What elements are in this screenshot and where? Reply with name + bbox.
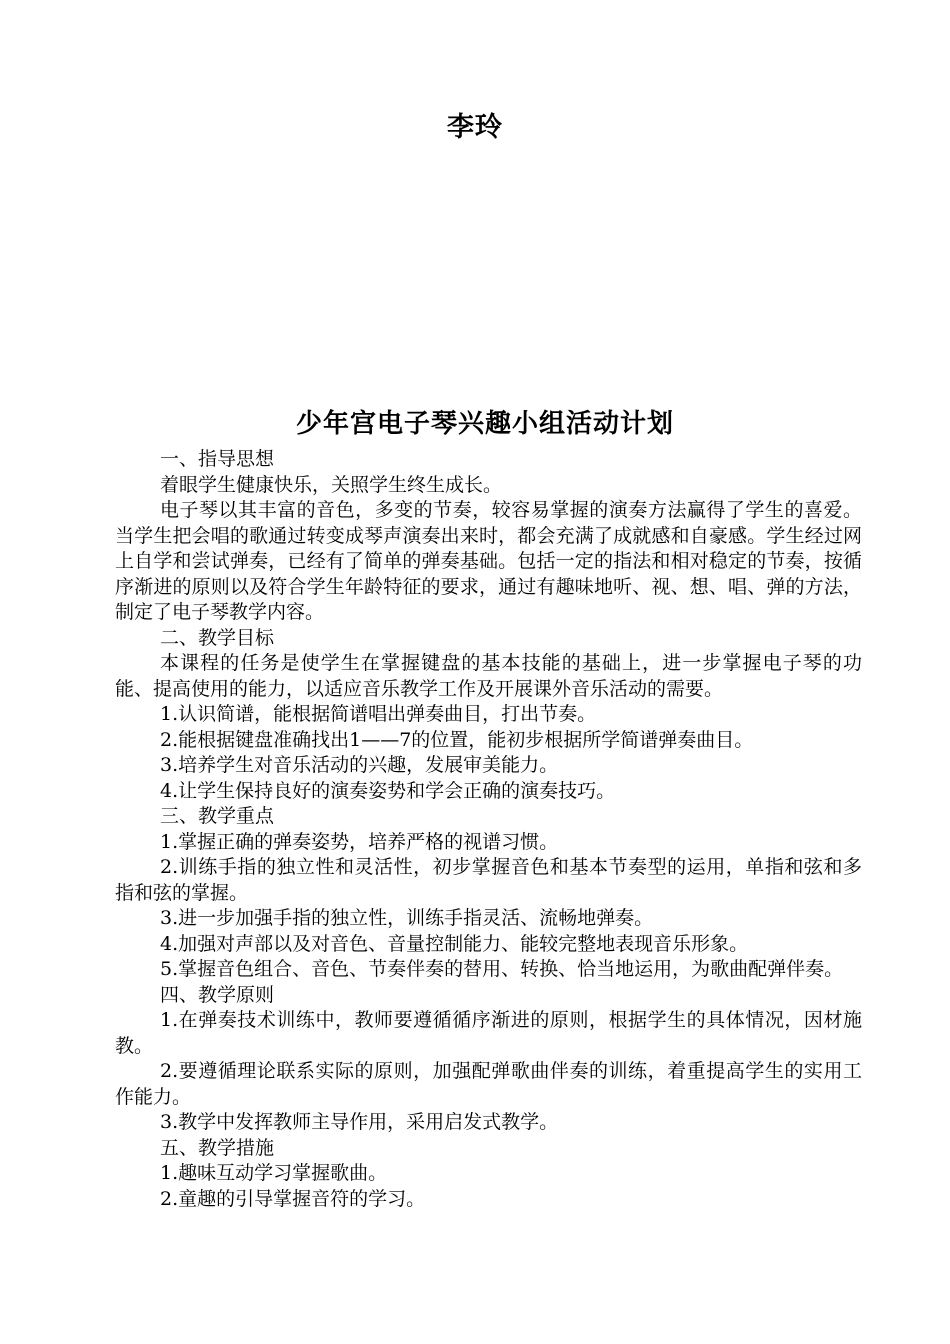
author-name: 李玲 bbox=[447, 112, 503, 143]
paragraph: 本课程的任务是使学生在掌握键盘的基本技能的基础上，进一步掌握电子琴的功能、提高使用的能力，以适应音乐教学工作及开展课外音乐活动的需要。 bbox=[115, 652, 862, 700]
section-heading: 四、教学原则 bbox=[160, 983, 275, 1006]
paragraph: 着眼学生健康快乐，关照学生终生成长。 bbox=[160, 473, 503, 496]
document-body bbox=[115, 447, 862, 1212]
list-item: 3.教学中发挥教师主导作用，采用启发式教学。 bbox=[160, 1111, 559, 1133]
list-item: 5.掌握音色组合、音色、节奏伴奏的替用、转换、恰当地运用，为歌曲配弹伴奏。 bbox=[160, 958, 844, 980]
list-item: 3.培养学生对音乐活动的兴趣，发展审美能力。 bbox=[160, 754, 559, 776]
list-item: 1.趣味互动学习掌握歌曲。 bbox=[160, 1162, 388, 1184]
list-item: 4.加强对声部以及对音色、音量控制能力、能较完整地表现音乐形象。 bbox=[160, 932, 749, 955]
list-item: 2.能根据键盘准确找出1——7的位置，能初步根据所学简谱弹奏曲目。 bbox=[160, 728, 754, 751]
list-item: 1.在弹奏技术训练中，教师要遵循循序渐进的原则，根据学生的具体情况，因材施教。 bbox=[115, 1009, 862, 1057]
list-item: 1.认识简谱，能根据简谱唱出弹奏曲目，打出节奏。 bbox=[160, 703, 597, 725]
section-heading: 一、指导思想 bbox=[160, 448, 275, 470]
list-item: 2.训练手指的独立性和灵活性，初步掌握音色和基本节奏型的运用，单指和弦和多指和弦的掌握。 bbox=[115, 856, 862, 904]
list-item: 2.童趣的引导掌握音符的学习。 bbox=[160, 1187, 426, 1210]
section-heading: 五、教学措施 bbox=[160, 1136, 275, 1159]
list-item: 4.让学生保持良好的演奏姿势和学会正确的演奏技巧。 bbox=[160, 779, 616, 802]
list-item: 3.进一步加强手指的独立性，训练手指灵活、流畅地弹奏。 bbox=[160, 907, 654, 929]
section-heading: 二、教学目标 bbox=[160, 626, 275, 649]
list-item: 2.要遵循理论联系实际的原则，加强配弹歌曲伴奏的训练，着重提高学生的实用工作能力。 bbox=[115, 1060, 862, 1108]
section-heading: 三、教学重点 bbox=[160, 805, 275, 827]
document-title: 少年宫电子琴兴趣小组活动计划 bbox=[295, 409, 674, 439]
paragraph: 电子琴以其丰富的音色，多变的节奏，较容易掌握的演奏方法赢得了学生的喜爱。当学生把会唱的歌通过转变成琴声演奏出来时，都会充满了成就感和自豪感。学生经过网上自学和尝试弹奏，已经有了简单的弹奏基础。包括一定的指法和相对稳定的节奏，按循序渐进的原则以及符合学生年龄特征的要求，通过有趣味地听、视、想、唱、弹的方法，制定了电子琴教学内容。 bbox=[115, 499, 862, 623]
list-item: 1.掌握正确的弹奏姿势，培养严格的视谱习惯。 bbox=[160, 830, 559, 853]
